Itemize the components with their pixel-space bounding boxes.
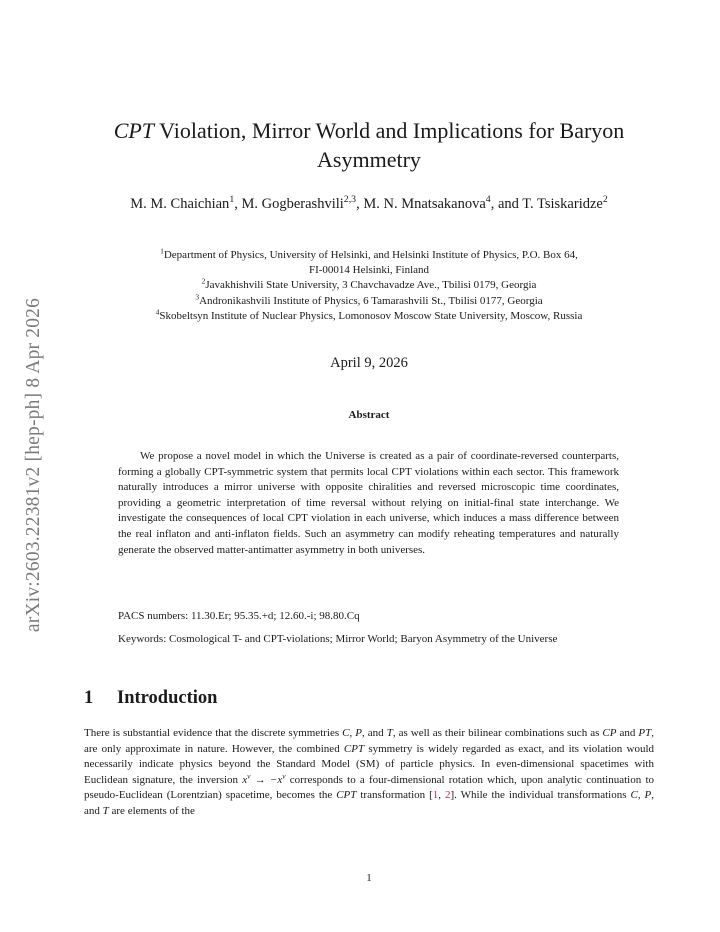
author-affil-mark: 2,3 (343, 194, 357, 206)
arxiv-identifier-stamp (14, 260, 54, 670)
author (130, 196, 241, 212)
author (241, 196, 363, 212)
inversion-equation: $x^\nu \to -x^\nu$ (242, 771, 286, 786)
arxiv-stamp-text: arXiv:2603.22381v2 [hep-ph] 8 Apr 2026 (23, 297, 44, 633)
author-affil-mark: 4 (485, 194, 491, 206)
affiliation (84, 291, 654, 309)
page-number: 1 (366, 872, 372, 884)
author-affil-mark: 2 (602, 194, 608, 206)
keywords: Keywords: Cosmological T- and CPT-violations; Mirror World; Baryon Asymmetry of the Universe (118, 633, 558, 645)
citation-link[interactable]: 1 (432, 789, 439, 802)
affiliation-text: Department of Physics, University of Helsinki, and Helsinki Institute of Physics, P.O. Box 64, (163, 249, 578, 261)
affiliation-mark: 2 (201, 276, 206, 286)
affiliation (84, 309, 654, 324)
author (522, 196, 608, 212)
affiliation-mark: 4 (155, 307, 160, 317)
author-name: M. Gogberashvili (241, 196, 344, 212)
author-sep: , and (490, 196, 523, 212)
author-name: T. Tsiskaridze (522, 196, 603, 212)
author-sep: , (234, 196, 242, 212)
affiliation-text: FI-00014 Helsinki, Finland (308, 264, 430, 277)
section-title: Introduction (117, 688, 218, 708)
pacs-numbers: PACS numbers: 11.30.Er; 95.35.+d; 12.60.-i; 98.80.Cq (118, 610, 360, 622)
publication-date: April 9, 2026 (330, 355, 408, 371)
section-heading (84, 688, 217, 709)
affiliation-mark: 1 (160, 246, 164, 256)
author-sep: , (356, 196, 364, 212)
section-number: 1 (84, 688, 94, 708)
author-name: M. N. Mnatsakanova (363, 196, 486, 212)
author-affil-mark: 1 (229, 194, 235, 206)
affiliation (84, 248, 654, 263)
author-name: M. M. Chaichian (130, 196, 230, 212)
title-cpt: CPT (113, 118, 155, 143)
affiliation-text: Andronikashvili Institute of Physics, 6 Tamarashvili St., Tbilisi 0177, Georgia (199, 294, 543, 307)
intro-paragraph: There is substantial evidence that the discrete symmetries C, P, and T, as well as their bilinear combinations such as CP and PT, are only approximate in nature. However, the combined CPT symmetry is widely regarded as exact, and its violation would necessarily indicate physics beyond the Standard Model (SM) of particle physics. In even-dimensional spacetimes with Euclidean signature, the inversion $x^\nu \to -x^\nu$ corresponds to a four-dimensional rotation which, upon analytic continuation to pseudo-Euclidean (Lorentzian) spacetime, becomes the CPT transformation [1, 2]. While the individual transformations C, P, and T are elements of the (84, 727, 655, 817)
abstract-text: We propose a novel model in which the Universe is created as a pair of coordinate-reversed counterparts, forming a globally CPT-symmetric system that permits local CPT violations within each sector. This framework naturally introduces a mirror universe with opposite chiralities and reversed microscopic time coordinates, providing a geometric interpretation of time reversal without relying on initial-final state interchange. We investigate the consequences of local CPT violation in each universe, which induces a mass difference between the real inflaton and anti-inflaton fields. Such an asymmetry can modify reheating temperatures and naturally generate the observed matter-antimatter asymmetry in both universes. (118, 450, 619, 556)
citation-link[interactable]: 2 (444, 789, 451, 802)
affiliation (84, 278, 654, 293)
paper-title (84, 116, 654, 174)
title-rest: Violation, Mirror World and Implications for Baryon Asymmetry (154, 118, 625, 172)
affiliation-text: Skobeltsyn Institute of Nuclear Physics, Lomonosov Moscow State University, Moscow, Russia (159, 309, 583, 322)
author-list (84, 194, 654, 214)
affiliation-text: Javakhishvili State University, 3 Chavchavadze Ave., Tbilisi 0179, Georgia (205, 279, 537, 292)
author (363, 196, 522, 212)
affiliation-mark: 3 (195, 291, 200, 301)
affiliation (84, 263, 654, 278)
abstract-heading: Abstract (348, 409, 390, 421)
affiliation-list (84, 248, 654, 324)
